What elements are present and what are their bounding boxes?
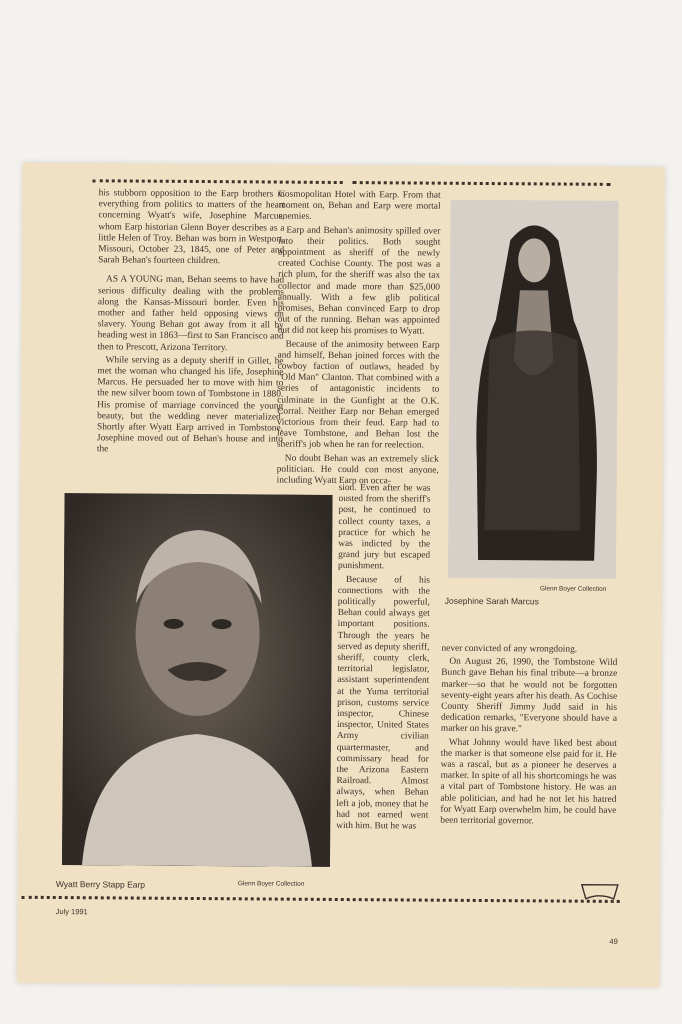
article-column-2: [277, 190, 441, 490]
paragraph: Because of his connections with the politically powerful, Behan could always get important positions. Through the years he served as deputy sheriff, sheriff, county clerk, territorial legislator, assistant superintendent at the Yuma territorial prison, customs service inspector, Chinese inspector, United States Army civilian quartermaster, and commissary head for the Arizona Eastern Railroad. Almost always, when Behan left a job, money that he had not earned went with him. But he was: [336, 574, 431, 832]
paragraph: Earp and Behan's animosity spilled over into their politics. Both sought appointment as sheriff of the newly created Cochise County. The post was a rich plum, for the sheriff was also the tax collector and made more than $25,000 annually. With a few glib political promises, Behan convinced Earp to drop out of the running. Behan was appointed but did not keep his promises to Wyatt.: [277, 225, 441, 338]
josephine-portrait-icon: [448, 200, 619, 579]
paragraph: never convicted of any wrongdoing.: [441, 643, 578, 655]
wyatt-photo-caption: Wyatt Berry Stapp Earp: [55, 879, 146, 890]
wyatt-photo-credit: Glenn Boyer Collection: [237, 880, 305, 888]
top-rule-left: [93, 179, 343, 184]
wyatt-photo: [62, 493, 333, 867]
article-column-3: [440, 644, 617, 830]
paragraph: No doubt Behan was an extremely slick politician. He could con most anyone, including Wyatt Earp on occa-: [276, 453, 439, 487]
josephine-photo-caption: Josephine Sarah Marcus: [444, 595, 539, 607]
page-number: 49: [609, 936, 618, 946]
paragraph: On August 26, 1990, the Tombstone Wild Bunch gave Behan his final tribute—a bronze marker—so that he would not be forgotten seventy-eight years after his death. As Cochise County Sheriff Jimmy Judd said in his dedication remarks, "Everyone should have a marker on his grave.": [440, 656, 618, 735]
issue-date: July 1991: [55, 907, 88, 917]
josephine-photo-credit: Glenn Boyer Collection: [539, 585, 607, 593]
article-column-2-continued: [336, 483, 430, 835]
bottom-rule: [22, 896, 620, 903]
wyatt-portrait-icon: [62, 493, 333, 867]
paragraph: Cosmopolitan Hotel with Earp. From that moment on, Behan and Earp were mortal enemies.: [278, 189, 441, 223]
paragraph: Because of the animosity between Earp and himself, Behan joined forces with the cowboy faction of outlaws, headed by "Old Man" Clanton. That combined with a series of antagonistic incidents to culminate in the Gunfight at the O.K. Corral. Neither Earp nor Behan emerged victorious from their feud. Earp had to leave Tombstone, and Behan lost the sheriff's job when he ran for reelection.: [276, 339, 440, 452]
paragraph: AS A YOUNG man, Behan seems to have had serious difficulty dealing with the problems along the Kansas-Missouri border. Even his mother and father held opposing views on slavery. Young Behan got away from it all by heading west in 1863—first to San Francisco and then to Prescott, Arizona Territory.: [97, 274, 285, 353]
top-rule-right: [353, 181, 611, 186]
magazine-page: [17, 163, 665, 987]
paragraph: sion. Even after he was ousted from the sheriff's post, he continued to collect county taxes, a practice for which he was indicted by the grand jury but escaped punishment.: [338, 482, 431, 572]
paragraph: While serving as a deputy sheriff in Gillet, he met the woman who changed his life, Josephine Marcus. He persuaded her to move with him to the new silver boom town of Tombstone in 1880. His promise of marriage convinced the young beauty, but the wedding never materialized. Shortly after Wyatt Earp arrived in Tombstone, Josephine moved out of Behan's house and into the: [96, 355, 284, 455]
josephine-photo: [448, 200, 619, 579]
article-column-1: [97, 188, 285, 459]
paragraph: his stubborn opposition to the Earp brothers in everything from politics to matters of the heart concerning Wyatt's wife, Josephine Marcus, whom Earp historian Glenn Boyer describes as a little Helen of Troy. Behan was born in Westport, Missouri, October 23, 1845, one of Peter and Sarah Behan's fourteen children.: [98, 188, 285, 267]
paragraph: What Johnny would have liked best about the marker is that someone else paid for it. He was a rascal, but as a pioneer he deserves a marker. In spite of all his shortcomings he was a vital part of Tombstone history. He was an able politician, and had he not let his hatred for Wyatt Earp overwhelm him, he could have been territorial governor.: [440, 737, 617, 827]
